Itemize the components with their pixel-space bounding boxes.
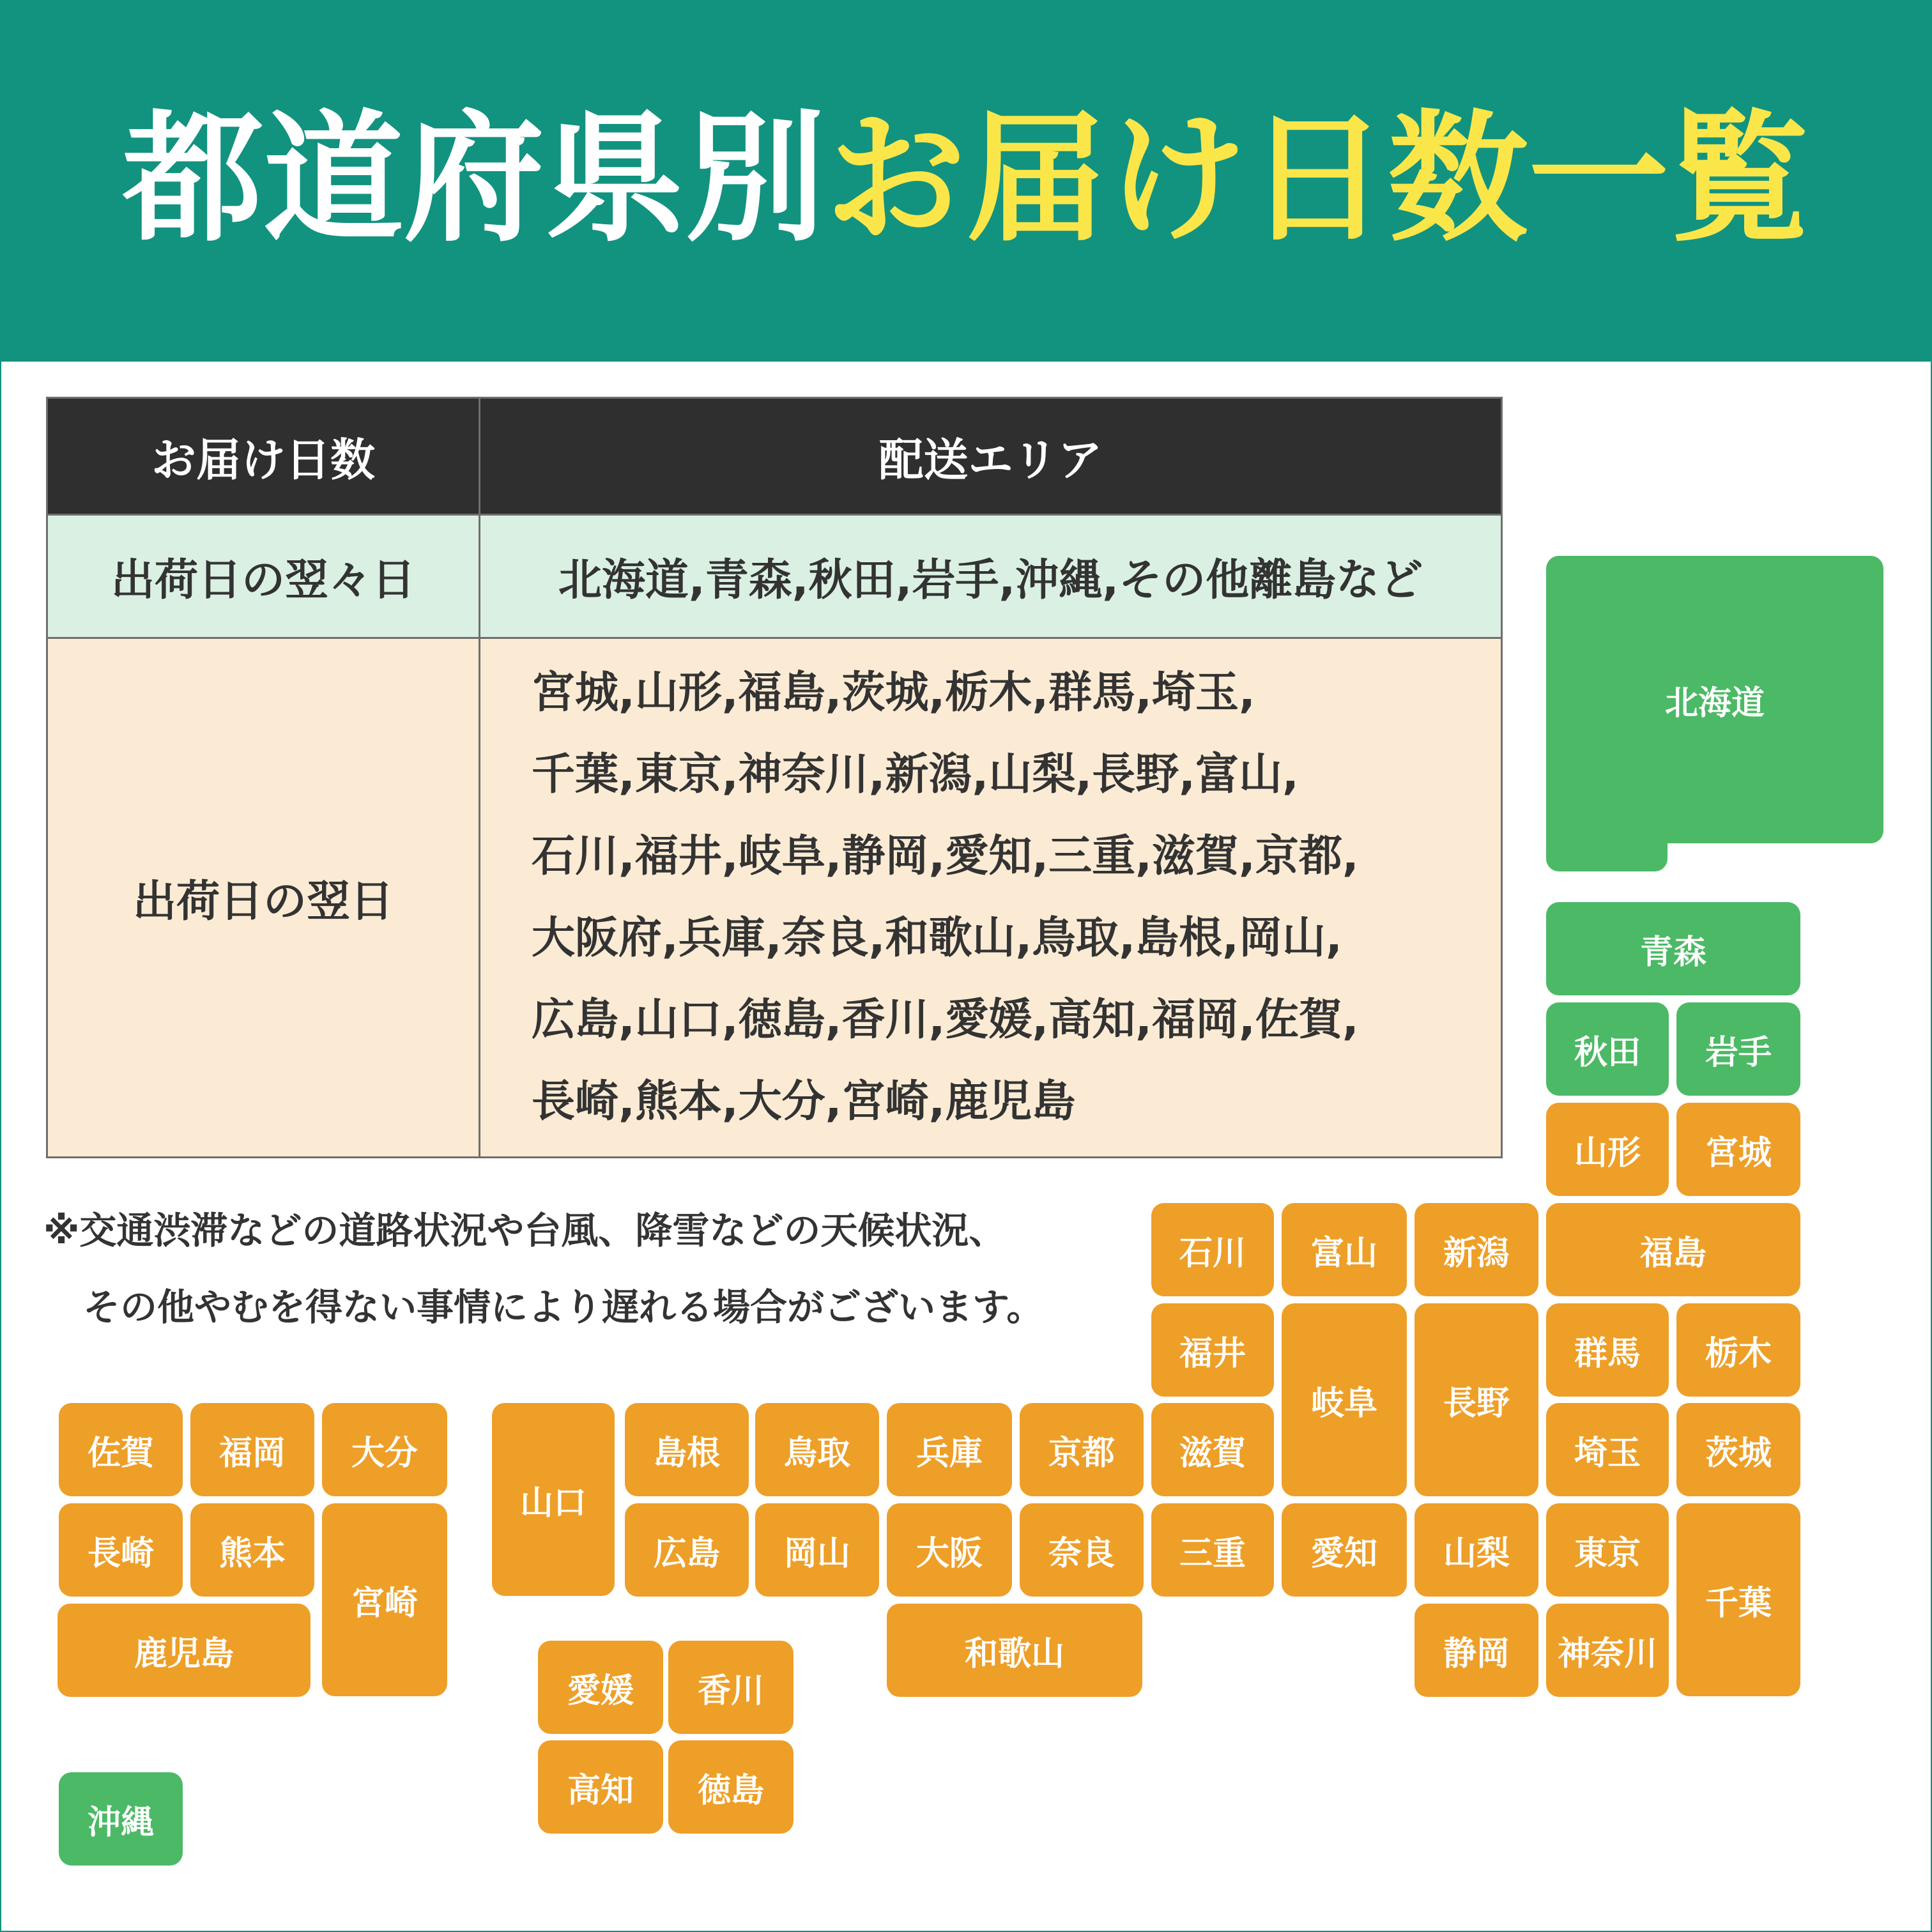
table-row: [47, 638, 1502, 1158]
prefecture-tokyo: 東京: [1546, 1503, 1669, 1597]
areas-line: 長崎,熊本,大分,宮崎,鹿児島: [532, 1077, 1076, 1127]
title-part1: 都道府県別: [122, 97, 825, 261]
prefecture-saitama: 埼玉: [1546, 1403, 1669, 1496]
note-line-2: その他やむを得ない事情により遅れる場合がございます。: [83, 1285, 1044, 1329]
prefecture-nagasaki: 長崎: [59, 1503, 183, 1597]
prefecture-yamaguchi: 山口: [492, 1403, 615, 1596]
prefecture-oita: 大分: [322, 1403, 447, 1496]
prefecture-gunma: 群馬: [1546, 1303, 1669, 1397]
prefecture-shizuoka: 静岡: [1414, 1604, 1538, 1697]
prefecture-gifu: 岐阜: [1282, 1303, 1407, 1496]
header-areas: 配送エリア: [480, 398, 1502, 515]
prefecture-mie: 三重: [1151, 1503, 1274, 1597]
prefecture-hiroshima: 広島: [625, 1503, 749, 1597]
prefecture-chiba: 千葉: [1676, 1503, 1800, 1696]
areas-cell: [480, 638, 1502, 1158]
prefecture-kagawa: 香川: [668, 1641, 793, 1734]
prefecture-nara: 奈良: [1020, 1503, 1144, 1597]
page-title: [0, 93, 1932, 265]
prefecture-aomori: 青森: [1546, 902, 1800, 995]
title-part2: お届け日数一覧: [825, 97, 1810, 261]
prefecture-niigata: 新潟: [1414, 1203, 1538, 1296]
prefecture-saga: 佐賀: [59, 1403, 183, 1496]
areas-line: 大阪府,兵庫,奈良,和歌山,鳥取,島根,岡山,: [532, 913, 1342, 963]
prefecture-osaka: 大阪: [887, 1503, 1012, 1597]
prefecture-label: 北海道: [1664, 684, 1765, 723]
delivery-table: [46, 397, 1503, 1158]
prefecture-tottori: 鳥取: [755, 1403, 879, 1496]
prefecture-hyogo: 兵庫: [887, 1403, 1012, 1496]
prefecture-kochi: 高知: [538, 1740, 663, 1834]
prefecture-yamagata: 山形: [1546, 1103, 1669, 1196]
prefecture-kagoshima: 鹿児島: [57, 1604, 310, 1697]
delivery-note: [43, 1192, 1162, 1346]
header-days: お届け日数: [47, 398, 480, 515]
prefecture-yamanashi: 山梨: [1414, 1503, 1538, 1597]
prefecture-shiga: 滋賀: [1151, 1403, 1274, 1496]
prefecture-miyagi: 宮城: [1676, 1103, 1800, 1196]
prefecture-okinawa: 沖縄: [59, 1772, 183, 1866]
prefecture-tochigi: 栃木: [1676, 1303, 1800, 1397]
days-cell: 出荷日の翌日: [47, 638, 480, 1158]
prefecture-fukushima: 福島: [1546, 1203, 1800, 1296]
header-banner: [0, 0, 1932, 362]
prefecture-kyoto: 京都: [1020, 1403, 1144, 1496]
prefecture-nagano: 長野: [1414, 1303, 1538, 1496]
days-cell: 出荷日の翌々日: [47, 515, 480, 638]
prefecture-toyama: 富山: [1282, 1203, 1407, 1296]
table-row: [47, 515, 1502, 638]
prefecture-kanagawa: 神奈川: [1546, 1604, 1669, 1697]
prefecture-akita: 秋田: [1546, 1002, 1669, 1096]
prefecture-fukuoka: 福岡: [190, 1403, 314, 1496]
prefecture-kumamoto: 熊本: [190, 1503, 314, 1597]
prefecture-ishikawa: 石川: [1151, 1203, 1274, 1296]
prefecture-fukui: 福井: [1151, 1303, 1274, 1397]
note-line-1: ※交通渋滞などの道路状況や台風、降雪などの天候状況、: [43, 1209, 1006, 1252]
prefecture-shimane: 島根: [625, 1403, 749, 1496]
areas-line: 宮城,山形,福島,茨城,栃木,群馬,埼玉,: [532, 668, 1255, 718]
areas-cell: 北海道,青森,秋田,岩手,沖縄,その他離島など: [480, 515, 1502, 638]
areas-line: 石川,福井,岐阜,静岡,愛知,三重,滋賀,京都,: [532, 831, 1359, 882]
prefecture-aichi: 愛知: [1282, 1503, 1407, 1597]
table-header-row: [47, 398, 1502, 515]
prefecture-ehime: 愛媛: [538, 1641, 663, 1734]
prefecture-ibaraki: 茨城: [1676, 1403, 1800, 1496]
prefecture-okayama: 岡山: [755, 1503, 879, 1597]
prefecture-iwate: 岩手: [1676, 1002, 1800, 1096]
prefecture-tokushima: 徳島: [668, 1740, 793, 1834]
prefecture-miyazaki: 宮崎: [322, 1503, 447, 1696]
prefecture-wakayama: 和歌山: [887, 1604, 1142, 1697]
areas-line: 千葉,東京,神奈川,新潟,山梨,長野,富山,: [532, 749, 1299, 800]
areas-line: 広島,山口,徳島,香川,愛媛,高知,福岡,佐賀,: [532, 995, 1359, 1045]
